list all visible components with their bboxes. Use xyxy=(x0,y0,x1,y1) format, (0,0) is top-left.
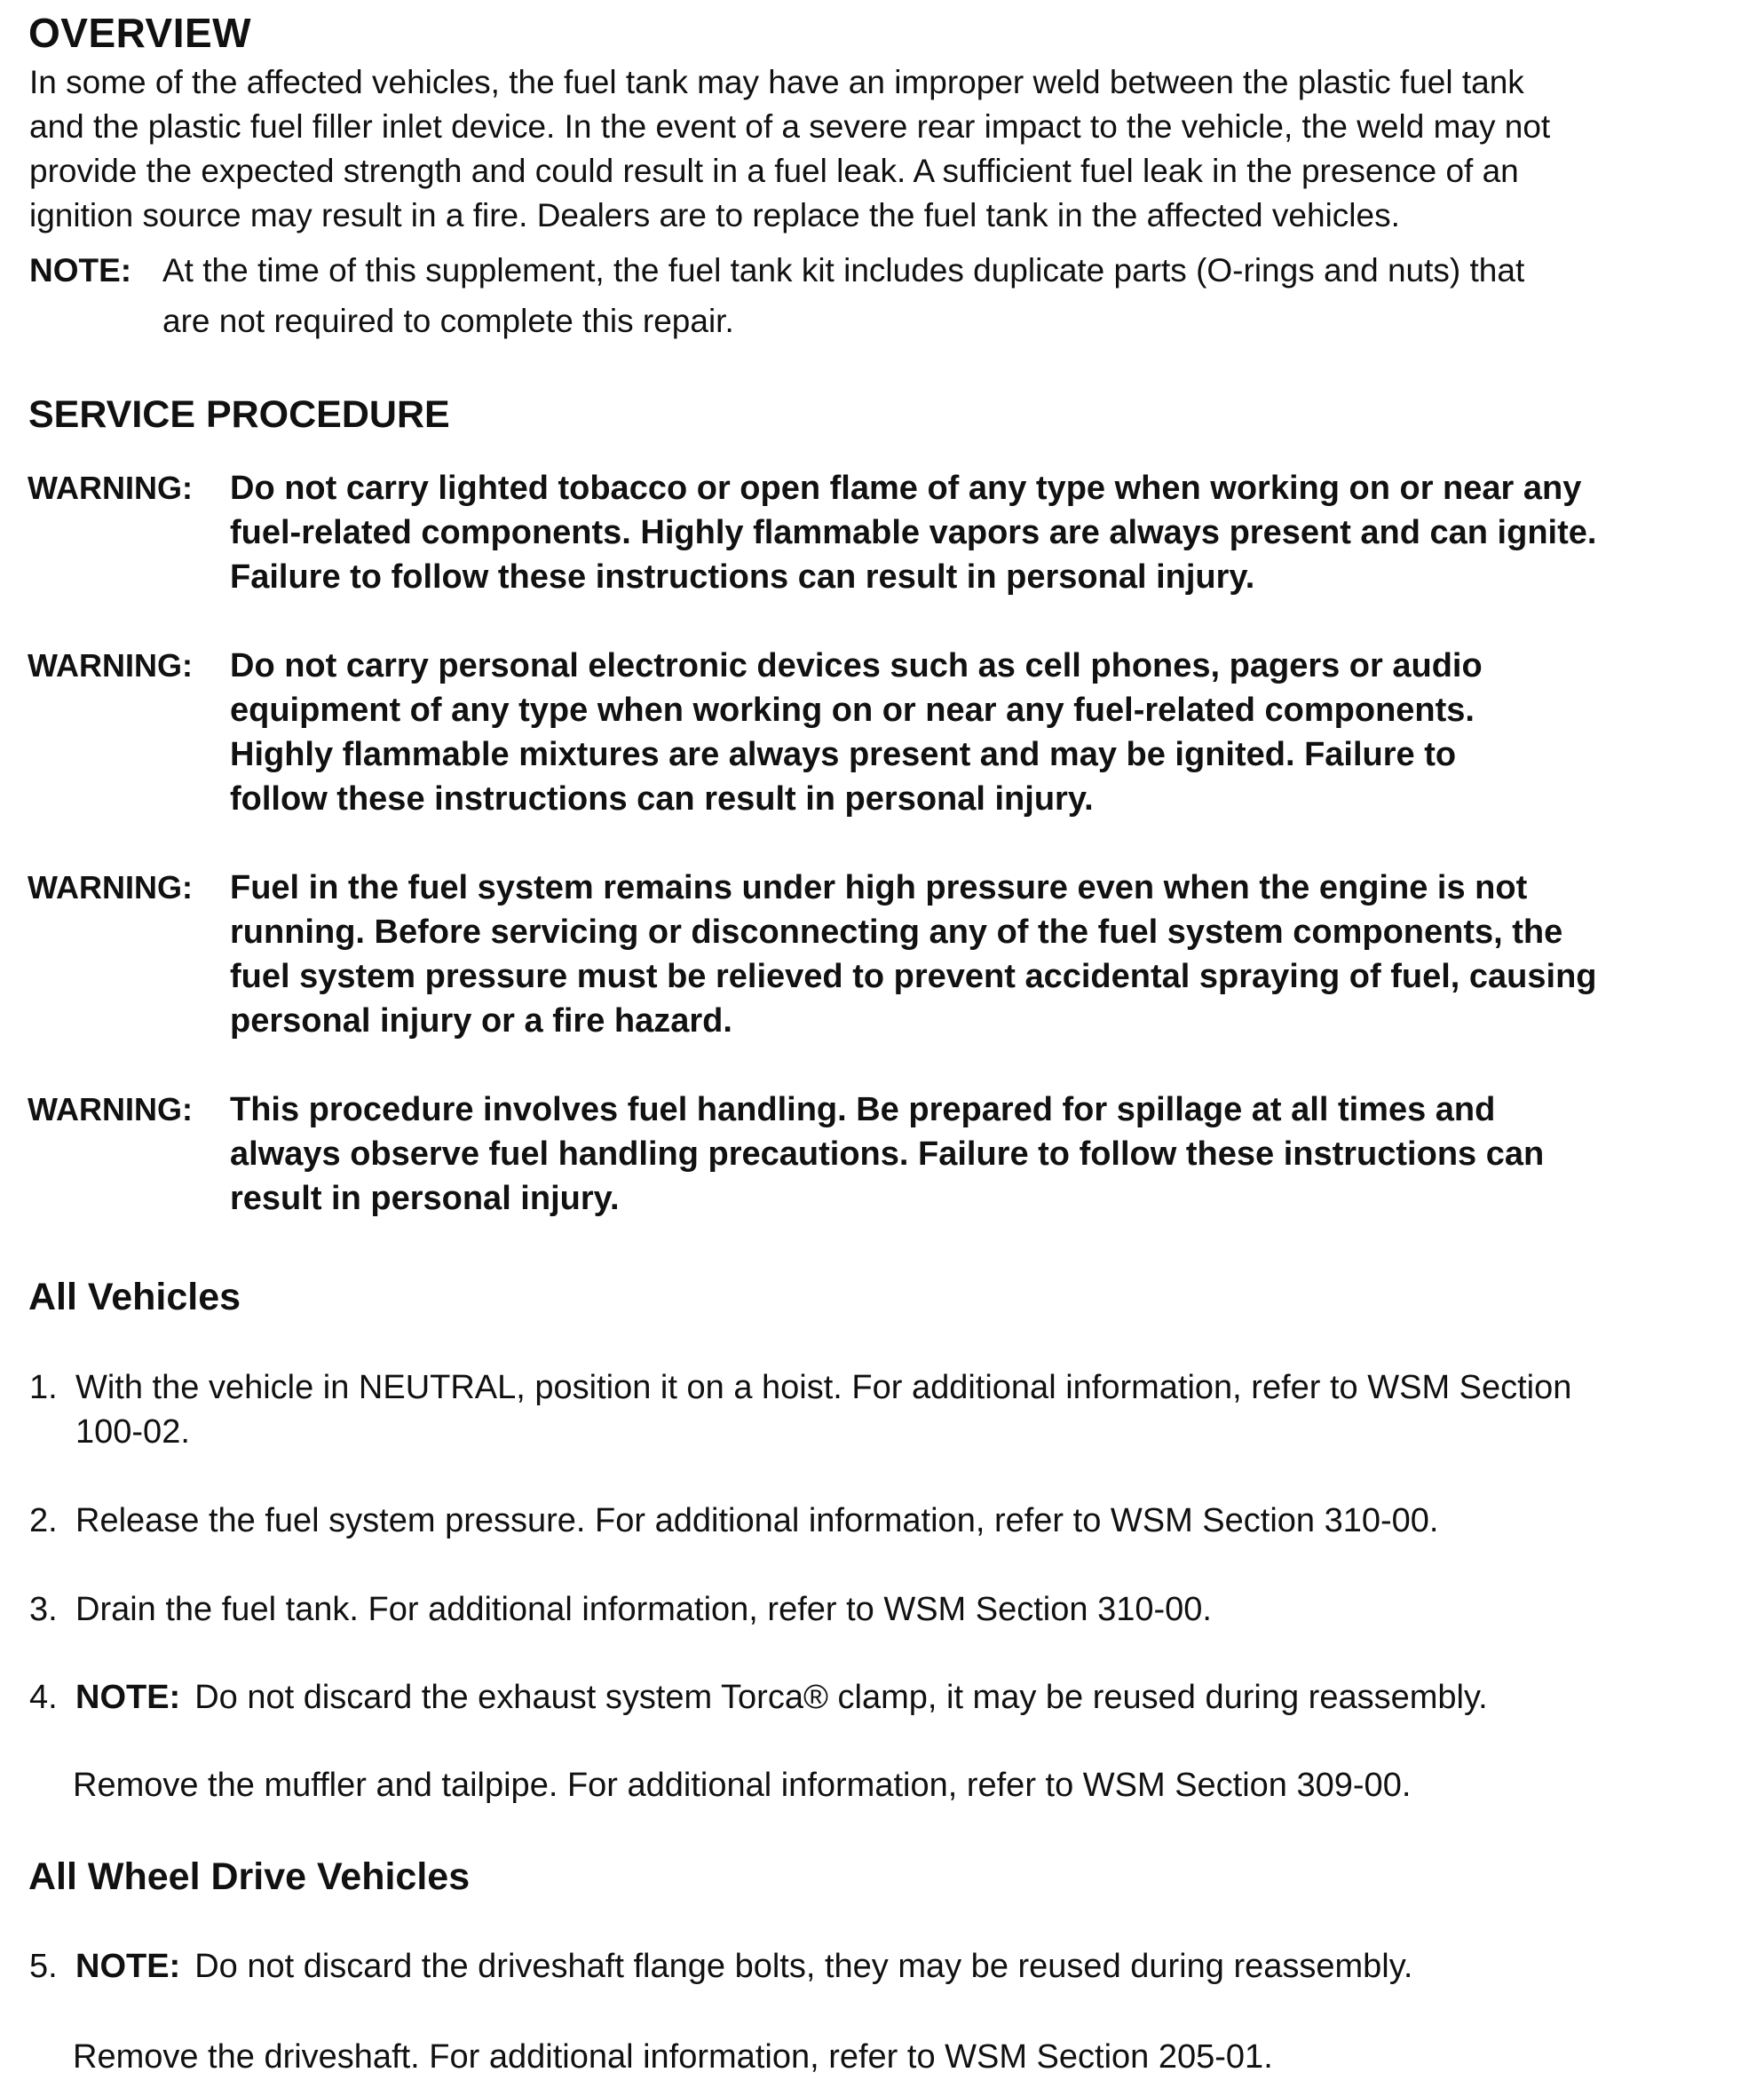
warning-label: WARNING: xyxy=(28,470,193,506)
step-text xyxy=(75,1675,1760,1720)
warning-line: Failure to follow these instructions can result in personal injury. xyxy=(230,558,1255,596)
step-text xyxy=(75,1944,1760,1989)
warning-line: fuel system pressure must be relieved to prevent accidental spraying of fuel, causing xyxy=(230,958,1597,995)
note-label: NOTE: xyxy=(75,1948,181,1985)
warning-text xyxy=(230,466,1759,599)
overview-note xyxy=(29,245,1752,346)
note-text: Do not discard the exhaust system Torca® clamp, it may be reused during reassembly. xyxy=(194,1679,1488,1716)
warning-line: personal injury or a fire hazard. xyxy=(230,1002,732,1040)
note-label: NOTE: xyxy=(75,1679,181,1716)
service-procedure-heading: SERVICE PROCEDURE xyxy=(28,393,450,436)
warning-line: This procedure involves fuel handling. Be prepared for spillage at all times and xyxy=(230,1091,1496,1128)
list-item xyxy=(29,1944,1760,1989)
overview-line: ignition source may result in a fire. Dealers are to replace the fuel tank in the affected vehicles. xyxy=(29,197,1400,233)
note-text: Do not discard the driveshaft flange bolts, they may be reused during reassembly. xyxy=(194,1948,1413,1985)
overview-line: provide the expected strength and could result in a fuel leak. A sufficient fuel leak in the presence of an xyxy=(29,153,1519,189)
warning-label: WARNING: xyxy=(28,647,193,684)
warning-block xyxy=(28,466,1759,599)
warning-block xyxy=(28,1088,1759,1221)
note-line: At the time of this supplement, the fuel tank kit includes duplicate parts (O-rings and nuts) that xyxy=(162,252,1525,289)
step-number: 5. xyxy=(29,1948,58,1985)
warning-line: fuel-related components. Highly flammable vapors are always present and can ignite. xyxy=(230,514,1597,551)
overview-line: In some of the affected vehicles, the fuel tank may have an improper weld between the plastic fuel tank xyxy=(29,64,1524,100)
overview-heading: OVERVIEW xyxy=(28,10,252,56)
warning-line: Do not carry personal electronic devices such as cell phones, pagers or audio xyxy=(230,647,1483,684)
note-line: are not required to complete this repair. xyxy=(162,303,734,339)
warning-line: always observe fuel handling precautions. Failure to follow these instructions can xyxy=(230,1135,1545,1173)
step-text: Drain the fuel tank. For additional information, refer to WSM Section 310-00. xyxy=(75,1591,1212,1628)
warning-line: result in personal injury. xyxy=(230,1180,620,1217)
overview-paragraph xyxy=(29,60,1752,238)
list-item xyxy=(29,1499,1760,1543)
step-line: 100-02. xyxy=(75,1413,190,1451)
warning-label: WARNING: xyxy=(28,869,193,906)
warning-line: Highly flammable mixtures are always present and may be ignited. Failure to xyxy=(230,736,1457,773)
warning-line: follow these instructions can result in personal injury. xyxy=(230,780,1094,818)
list-item xyxy=(29,1365,1760,1454)
warning-block xyxy=(28,644,1759,821)
overview-line: and the plastic fuel filler inlet device. In the event of a severe rear impact to the vehicle, the weld may not xyxy=(29,108,1551,145)
step-number: 3. xyxy=(29,1591,58,1628)
warning-line: Fuel in the fuel system remains under high pressure even when the engine is not xyxy=(230,869,1528,906)
step-number: 1. xyxy=(29,1369,58,1406)
step-substep: Remove the muffler and tailpipe. For additional information, refer to WSM Section 309-00. xyxy=(73,1767,1412,1804)
warning-line: running. Before servicing or disconnecting any of the fuel system components, the xyxy=(230,914,1563,951)
list-item xyxy=(29,1675,1760,1720)
awd-heading: All Wheel Drive Vehicles xyxy=(28,1855,471,1898)
all-vehicles-heading: All Vehicles xyxy=(28,1276,241,1318)
step-text: Release the fuel system pressure. For additional information, refer to WSM Section 310-00. xyxy=(75,1502,1439,1539)
list-item xyxy=(29,1587,1760,1632)
warning-text xyxy=(230,866,1759,1043)
step-text xyxy=(75,1365,1760,1454)
step-line: With the vehicle in NEUTRAL, position it on a hoist. For additional information, refer to WSM Section xyxy=(75,1369,1572,1406)
warning-block xyxy=(28,866,1759,1043)
warning-text xyxy=(230,1088,1759,1221)
step-number: 2. xyxy=(29,1502,58,1539)
warning-text xyxy=(230,644,1759,821)
note-text xyxy=(162,245,1752,346)
note-label: NOTE: xyxy=(29,252,132,289)
warning-line: equipment of any type when working on or near any fuel-related components. xyxy=(230,692,1475,729)
step-substep: Remove the driveshaft. For additional information, refer to WSM Section 205-01. xyxy=(73,2038,1273,2076)
step-number: 4. xyxy=(29,1679,58,1716)
warning-line: Do not carry lighted tobacco or open flame of any type when working on or near any xyxy=(230,470,1582,507)
warning-label: WARNING: xyxy=(28,1091,193,1127)
